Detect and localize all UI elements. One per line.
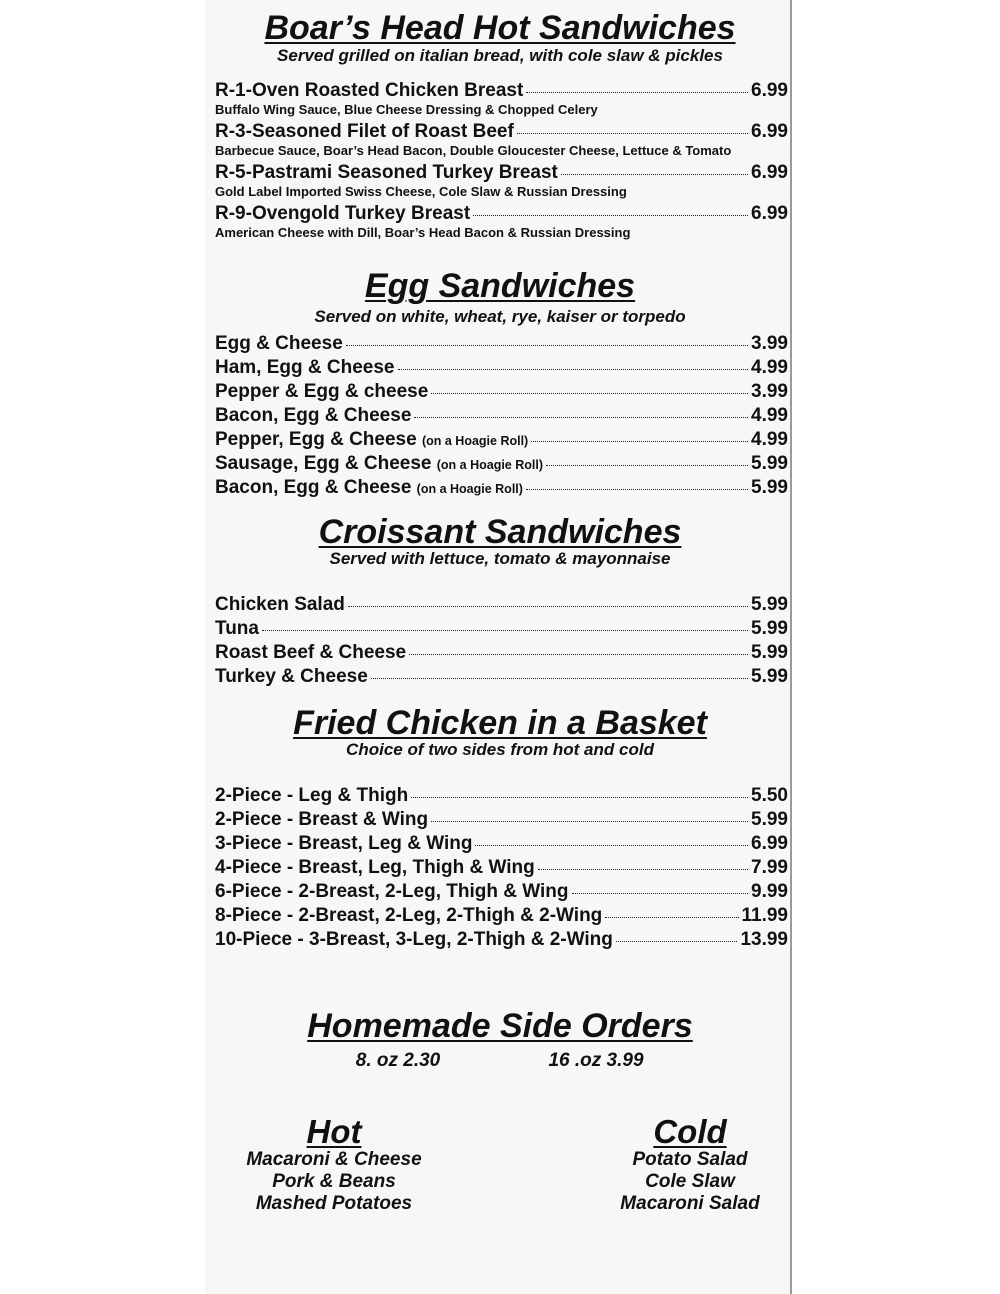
- item-name: R-5-Pastrami Seasoned Turkey Breast: [215, 162, 558, 183]
- menu-item: [215, 666, 788, 688]
- item-name: Turkey & Cheese: [215, 666, 368, 687]
- dot-leader: [526, 489, 748, 490]
- egg-sandwiches-subtitle: Served on white, wheat, rye, kaiser or torpedo: [314, 307, 686, 326]
- dot-leader: [526, 92, 748, 93]
- cold-side-item: Potato Salad: [632, 1149, 748, 1170]
- item-name: 4-Piece - Breast, Leg, Thigh & Wing: [215, 857, 535, 878]
- fried-chicken-subtitle: Choice of two sides from hot and cold: [346, 740, 654, 759]
- menu-item: [215, 203, 788, 225]
- item-name: R-1-Oven Roasted Chicken Breast: [215, 80, 524, 101]
- menu-item: [215, 857, 788, 879]
- menu-item: [215, 357, 788, 379]
- dot-leader: [473, 215, 748, 216]
- croissant-title: Croissant Sandwiches: [318, 513, 682, 551]
- item-note: (on a Hoagie Roll): [436, 458, 543, 472]
- dot-leader: [348, 606, 748, 607]
- item-name: 10-Piece - 3-Breast, 3-Leg, 2-Thigh & 2-Wing: [215, 929, 613, 950]
- menu-item: [215, 381, 788, 403]
- menu-item: [215, 642, 788, 664]
- dot-leader: [411, 797, 748, 798]
- croissant-subtitle: Served with lettuce, tomato & mayonnaise: [329, 549, 671, 568]
- dot-leader: [517, 133, 748, 134]
- dot-leader: [605, 917, 738, 918]
- item-name: Bacon, Egg & Cheese: [215, 477, 412, 498]
- item-price: 6.99: [751, 121, 788, 142]
- item-price: 6.99: [751, 203, 788, 224]
- menu-item: [215, 833, 788, 855]
- item-description: Gold Label Imported Swiss Cheese, Cole Slaw & Russian Dressing: [215, 184, 627, 199]
- item-note: (on a Hoagie Roll): [416, 482, 523, 496]
- boars-head-title: Boar’s Head Hot Sandwiches: [264, 9, 736, 47]
- menu-item: [215, 162, 788, 184]
- hot-sides-title: Hot: [306, 1113, 362, 1150]
- side-orders-title: Homemade Side Orders: [307, 1007, 693, 1045]
- menu-item: [215, 881, 788, 903]
- item-price: 6.99: [751, 833, 788, 854]
- right-border-line: [790, 0, 792, 1294]
- item-name: Pepper, Egg & Cheese: [215, 429, 417, 450]
- menu-item: [215, 429, 788, 452]
- item-price: 4.99: [751, 357, 788, 378]
- item-description: Barbecue Sauce, Boar’s Head Bacon, Double Gloucester Cheese, Lettuce & Tomato: [215, 143, 732, 158]
- item-price: 6.99: [751, 80, 788, 101]
- dot-leader: [414, 417, 748, 418]
- item-description: American Cheese with Dill, Boar’s Head Bacon & Russian Dressing: [215, 225, 631, 240]
- dot-leader: [262, 630, 748, 631]
- item-price: 5.99: [751, 809, 788, 830]
- item-price: 4.99: [751, 429, 788, 450]
- dot-leader: [561, 174, 748, 175]
- dot-leader: [431, 821, 748, 822]
- item-price: 5.99: [751, 453, 788, 474]
- menu-item: [215, 809, 788, 831]
- side-size-large: 16 .oz 3.99: [548, 1050, 644, 1071]
- item-name: R-9-Ovengold Turkey Breast: [215, 203, 471, 224]
- item-price: 9.99: [751, 881, 788, 902]
- dot-leader: [475, 845, 748, 846]
- dot-leader: [431, 393, 748, 394]
- dot-leader: [409, 654, 748, 655]
- menu-item: [215, 333, 788, 355]
- menu-item: [215, 80, 788, 102]
- item-price: 13.99: [740, 929, 788, 950]
- item-description: Buffalo Wing Sauce, Blue Cheese Dressing & Chopped Celery: [215, 102, 598, 117]
- menu-item: [215, 929, 788, 951]
- dot-leader: [572, 893, 749, 894]
- item-price: 5.99: [751, 642, 788, 663]
- dot-leader: [616, 941, 738, 942]
- side-size-small: 8. oz 2.30: [355, 1050, 441, 1071]
- egg-sandwiches-title: Egg Sandwiches: [364, 267, 636, 305]
- menu-item: [215, 477, 788, 500]
- boars-head-subtitle: Served grilled on italian bread, with cole slaw & pickles: [277, 46, 723, 65]
- item-price: 5.99: [751, 594, 788, 615]
- item-name: R-3-Seasoned Filet of Roast Beef: [215, 121, 514, 142]
- item-price: 6.99: [751, 162, 788, 183]
- item-name: 6-Piece - 2-Breast, 2-Leg, Thigh & Wing: [215, 881, 569, 902]
- item-price: 5.50: [751, 785, 788, 806]
- item-note: (on a Hoagie Roll): [421, 434, 529, 448]
- menu-item: [215, 594, 788, 616]
- item-name: 2-Piece - Leg & Thigh: [215, 785, 409, 806]
- hot-side-item: Pork & Beans: [272, 1171, 396, 1192]
- item-name: 3-Piece - Breast, Leg & Wing: [215, 833, 473, 854]
- item-price: 7.99: [751, 857, 788, 878]
- item-name: Ham, Egg & Cheese: [215, 357, 395, 378]
- menu-item: [215, 453, 788, 476]
- hot-side-item: Mashed Potatoes: [255, 1193, 413, 1214]
- item-name: Chicken Salad: [215, 594, 345, 615]
- item-price: 5.99: [751, 666, 788, 687]
- item-name: Egg & Cheese: [215, 333, 343, 354]
- item-name: Roast Beef & Cheese: [215, 642, 407, 663]
- cold-side-item: Macaroni Salad: [620, 1193, 760, 1214]
- menu-item: [215, 121, 788, 143]
- item-price: 11.99: [741, 905, 788, 926]
- item-name: 2-Piece - Breast & Wing: [215, 809, 429, 830]
- dot-leader: [398, 369, 749, 370]
- item-name: Pepper & Egg & cheese: [215, 381, 429, 402]
- item-name: Tuna: [215, 618, 259, 639]
- dot-leader: [371, 678, 748, 679]
- item-price: 5.99: [751, 477, 788, 498]
- menu-item: [215, 785, 788, 807]
- item-price: 3.99: [751, 381, 788, 402]
- fried-chicken-title: Fried Chicken in a Basket: [293, 704, 707, 742]
- menu-item: [215, 618, 788, 640]
- item-price: 3.99: [751, 333, 788, 354]
- menu-item: [215, 405, 788, 427]
- dot-leader: [546, 465, 748, 466]
- item-price: 5.99: [751, 618, 788, 639]
- item-name: 8-Piece - 2-Breast, 2-Leg, 2-Thigh & 2-Wing: [215, 905, 603, 926]
- hot-side-item: Macaroni & Cheese: [246, 1149, 422, 1170]
- dot-leader: [531, 441, 748, 442]
- item-name: Bacon, Egg & Cheese: [215, 405, 412, 426]
- dot-leader: [538, 869, 748, 870]
- item-name: Sausage, Egg & Cheese: [215, 453, 432, 474]
- menu-item: [215, 905, 788, 927]
- cold-side-item: Cole Slaw: [645, 1171, 735, 1192]
- cold-sides-title: Cold: [653, 1113, 727, 1150]
- dot-leader: [346, 345, 748, 346]
- item-price: 4.99: [751, 405, 788, 426]
